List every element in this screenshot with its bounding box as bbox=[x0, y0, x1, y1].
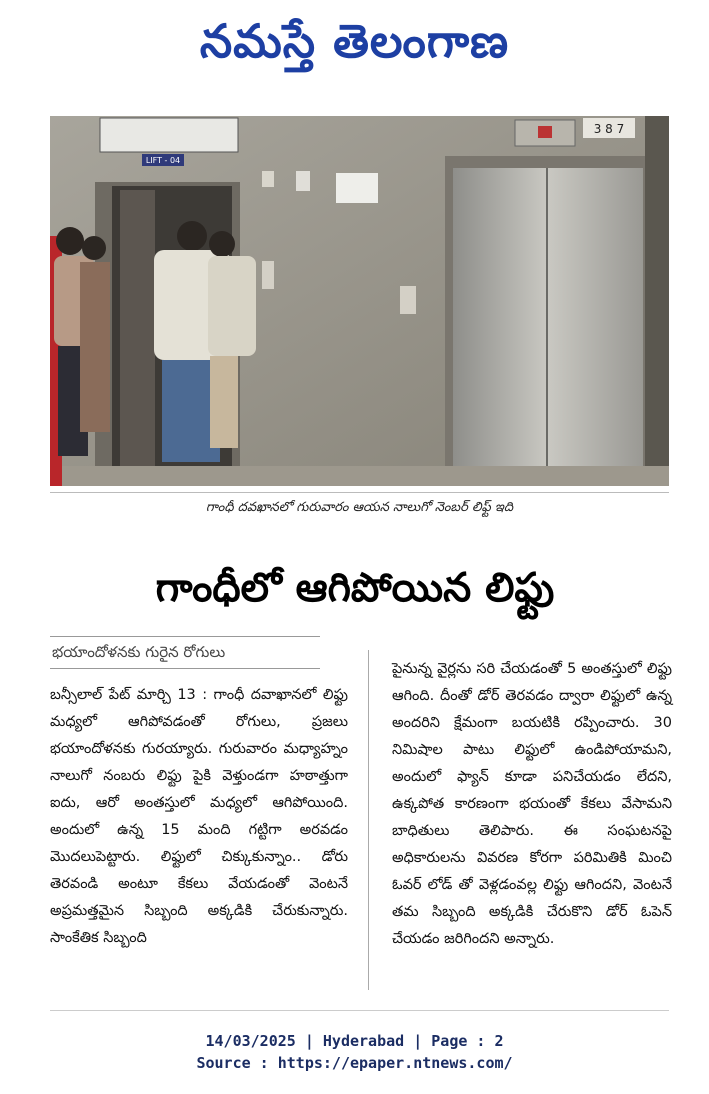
article-headline: గాంధీలో ఆగిపోయిన లిఫ్టు bbox=[155, 565, 555, 611]
column-divider bbox=[368, 650, 369, 990]
photo-caption: గాంధీ దవఖానలో గురువారం ఆయన నాలుగో నెంబర్ లిఫ్ట్ ఇది bbox=[205, 500, 514, 515]
source-line: Source : https://epaper.ntnews.com/ bbox=[196, 1054, 513, 1072]
edition-line: 14/03/2025 | Hyderabad | Page : 2 bbox=[205, 1032, 504, 1050]
right-wall-edge bbox=[645, 116, 669, 486]
call-button-right bbox=[400, 286, 416, 314]
floor bbox=[50, 466, 669, 486]
article-subheadline: భయాందోళనకు గురైన రోగులు bbox=[52, 643, 226, 661]
caption-rule bbox=[50, 492, 669, 493]
newspaper-masthead: నమస్తే తెలంగాణ bbox=[199, 14, 510, 68]
notice-board bbox=[100, 118, 238, 152]
wall-poster bbox=[336, 173, 378, 203]
floor-indicator-left bbox=[262, 171, 274, 187]
article-column-left: బన్సీలాల్ పేట్ మార్చి 13 : గాంధీ దవాఖానలో లిఫ్టు మధ్యలో ఆగిపోవడంతో రోగులు, ప్రజలు భయాందోళనకు గురయ్యారు. గురువారం మధ్యాహ్నం నాలుగో నంబరు లిఫ్టు పైకి వెళ్తుండగా హఠాత్తుగా ఐదు, ఆరో అంతస్తులో మధ్యలో ఆగిపోయింది. అందులో ఉన్న 15 మంది గట్టిగా అరవడం మొదలుపెట్టారు. లిఫ్టులో చిక్కుకున్నాం.. డోరు తెరవండి అంటూ కేకలు వేయడంతో వెంటనే అప్రమత్తమైన సిబ్బంది అక్కడికి చేరుకున్నారు. సాంకేతిక సిబ్బంది bbox=[50, 687, 348, 946]
subheadline-top-rule bbox=[50, 636, 320, 637]
lift-photo-illustration bbox=[50, 116, 669, 486]
article-column-right: పైనున్న వైర్లను సరి చేయడంతో 5 అంతస్తులో లిఫ్టు ఆగింది. దీంతో డోర్ తెరవడం ద్వారా లిఫ్టులో ఉన్న అందరిని క్షేమంగా బయటికి రప్పించారు. 30 నిమిషాల పాటు లిఫ్టులో ఉండిపోయామని, అందులో ఫ్యాన్ కూడా పనిచేయడం లేదని, ఉక్కపోత కారణంగా భయంతో కేకలు వేసామని బాధితులు తెలిపారు. ఈ సంఘటనపై అధికారులను వివరణ కోరగా పరిమితికి మించి ఓవర్ లోడ్ తో వెళ్లడంవల్ల లిఫ్టు ఆగిందని, వెంటనే తమ సిబ్బంది అక్కడికి చేరుకొని డోర్ ఓపెన్ చేయడం జరిగిందని అన్నారు. bbox=[392, 661, 672, 947]
left-lift-door-panel bbox=[120, 190, 155, 480]
news-photo-lifts bbox=[50, 116, 669, 486]
call-button-left bbox=[262, 261, 274, 289]
subheadline-rule bbox=[50, 668, 320, 669]
small-notice bbox=[296, 171, 310, 191]
lift-sign-text: LIFT - 04 bbox=[145, 156, 181, 165]
footer-rule bbox=[50, 1010, 669, 1011]
lift-number-text: 3 8 7 bbox=[593, 122, 625, 136]
